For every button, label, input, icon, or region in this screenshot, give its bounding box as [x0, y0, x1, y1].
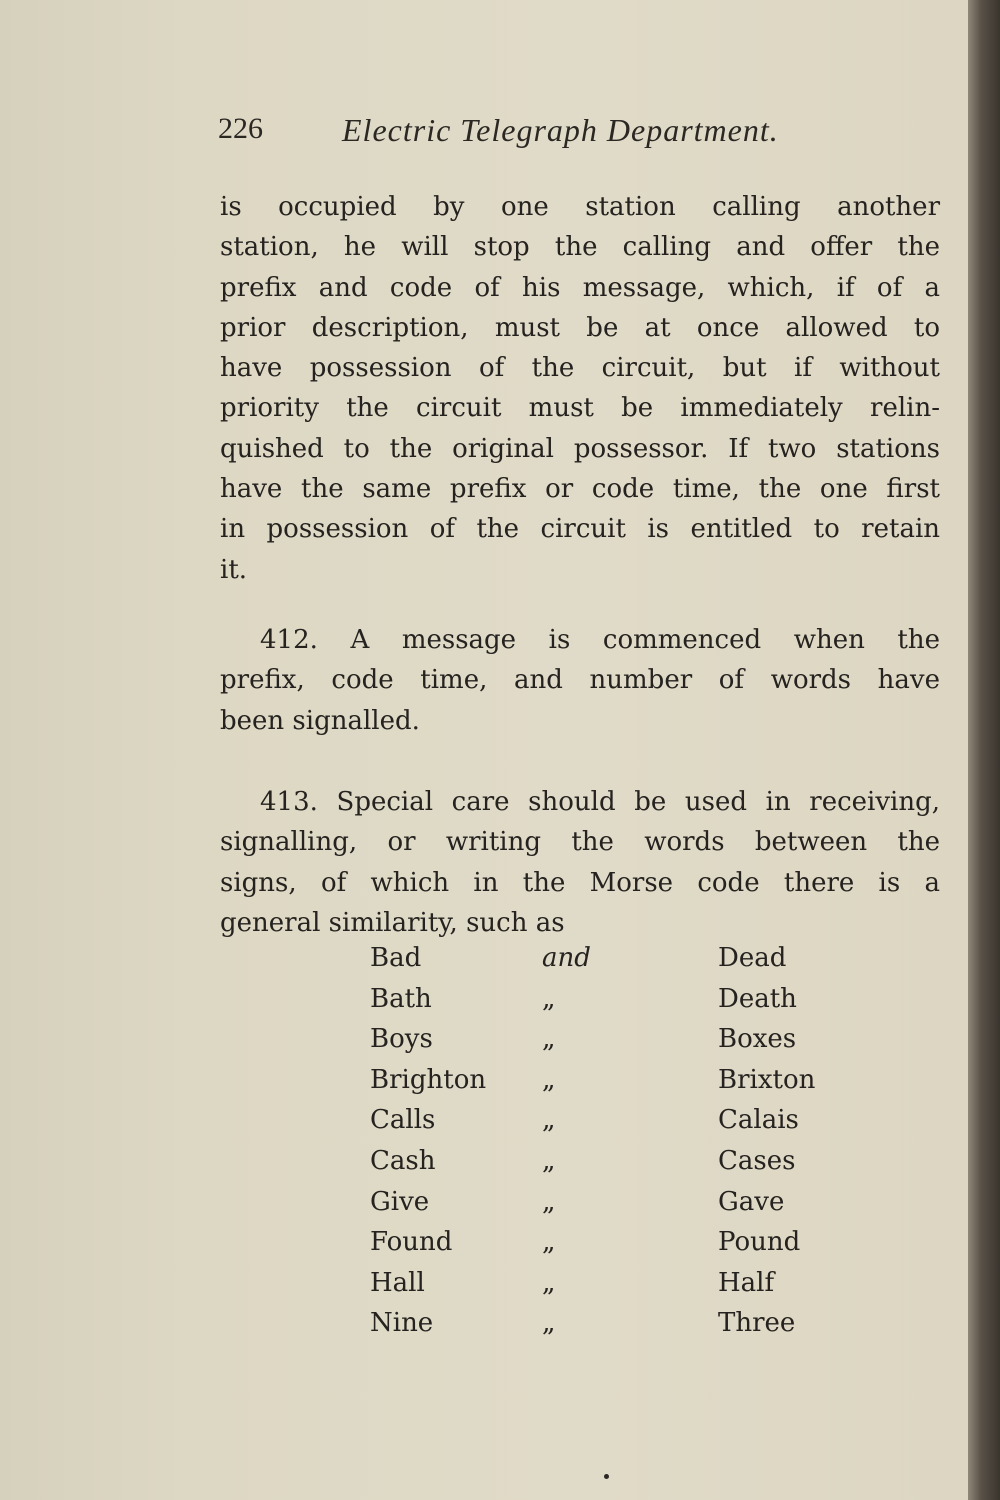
ditto-mark: „ [542, 1024, 556, 1055]
word-left: Give [370, 1186, 430, 1217]
text-line: 413. Special care should be used in receiving, [260, 787, 940, 817]
word-right: Calais [718, 1105, 799, 1136]
text-line: signalling, or writing the words between the [220, 827, 940, 858]
word-left: Hall [370, 1267, 425, 1298]
word-right: Cases [718, 1145, 796, 1176]
text-line: station, he will stop the calling and offer the [220, 232, 940, 263]
text-line: been signalled. [220, 705, 420, 736]
similar-words-table [220, 943, 940, 1349]
text-line: general similarity, such as [220, 907, 565, 938]
word-right: Pound [718, 1227, 801, 1258]
word-right: Brixton [718, 1064, 816, 1095]
word-right: Half [718, 1267, 775, 1298]
text-line: signs, of which in the Morse code there is a [220, 867, 940, 898]
text-line: have possession of the circuit, but if without [220, 353, 940, 384]
text-line: quished to the original possessor. If two stations [220, 433, 940, 464]
word-pair-row [220, 984, 940, 1025]
page-header [218, 112, 938, 156]
running-title: Electric Telegraph Department. [342, 112, 779, 148]
book-spine-edge [968, 0, 1000, 1500]
word-pair-row [220, 943, 940, 984]
ditto-mark: „ [542, 1308, 556, 1339]
text-line: priority the circuit must be immediately relin- [220, 393, 940, 424]
text-line: is occupied by one station calling another [220, 192, 940, 222]
paragraph-continuation [220, 187, 940, 590]
text-line: prefix and code of his message, which, if of a [220, 272, 940, 303]
word-pair-row [220, 1065, 940, 1106]
text-line: in possession of the circuit is entitled to retain [220, 514, 940, 545]
paragraph-412 [220, 620, 940, 741]
text-line: have the same prefix or code time, the one first [220, 474, 940, 505]
ditto-mark: „ [542, 1227, 556, 1258]
word-left: Brighton [370, 1064, 487, 1095]
word-left: Cash [370, 1145, 436, 1176]
word-right: Dead [718, 943, 787, 973]
page-number: 226 [218, 112, 263, 145]
ditto-mark: „ [542, 1064, 556, 1095]
word-pair-row [220, 1146, 940, 1187]
word-right: Boxes [718, 1024, 797, 1055]
word-right: Gave [718, 1186, 785, 1217]
word-left: Found [370, 1227, 453, 1258]
word-left: Bath [370, 983, 432, 1014]
word-right: Death [718, 983, 797, 1014]
text-line: prefix, code time, and number of words have [220, 665, 940, 696]
ditto-mark: „ [542, 1267, 556, 1298]
ditto-mark: „ [542, 1145, 556, 1176]
paragraph-413 [220, 782, 940, 943]
ditto-mark: „ [542, 983, 556, 1014]
word-connector: and [542, 943, 591, 973]
ditto-mark: „ [542, 1105, 556, 1136]
word-left: Calls [370, 1105, 436, 1136]
word-pair-row [220, 1105, 940, 1146]
word-pair-row [220, 1308, 940, 1349]
ditto-mark: „ [542, 1186, 556, 1217]
word-pair-row [220, 1024, 940, 1065]
word-pair-row [220, 1268, 940, 1309]
text-line: prior description, must be at once allowed to [220, 312, 940, 343]
word-left: Nine [370, 1308, 434, 1339]
word-left: Bad [370, 943, 422, 973]
word-pair-row [220, 1227, 940, 1268]
text-line: 412. A message is commenced when the [260, 625, 940, 655]
word-left: Boys [370, 1024, 433, 1055]
text-line: it. [220, 554, 248, 585]
word-right: Three [718, 1308, 796, 1339]
ink-speck [604, 1474, 609, 1479]
word-pair-row [220, 1187, 940, 1228]
